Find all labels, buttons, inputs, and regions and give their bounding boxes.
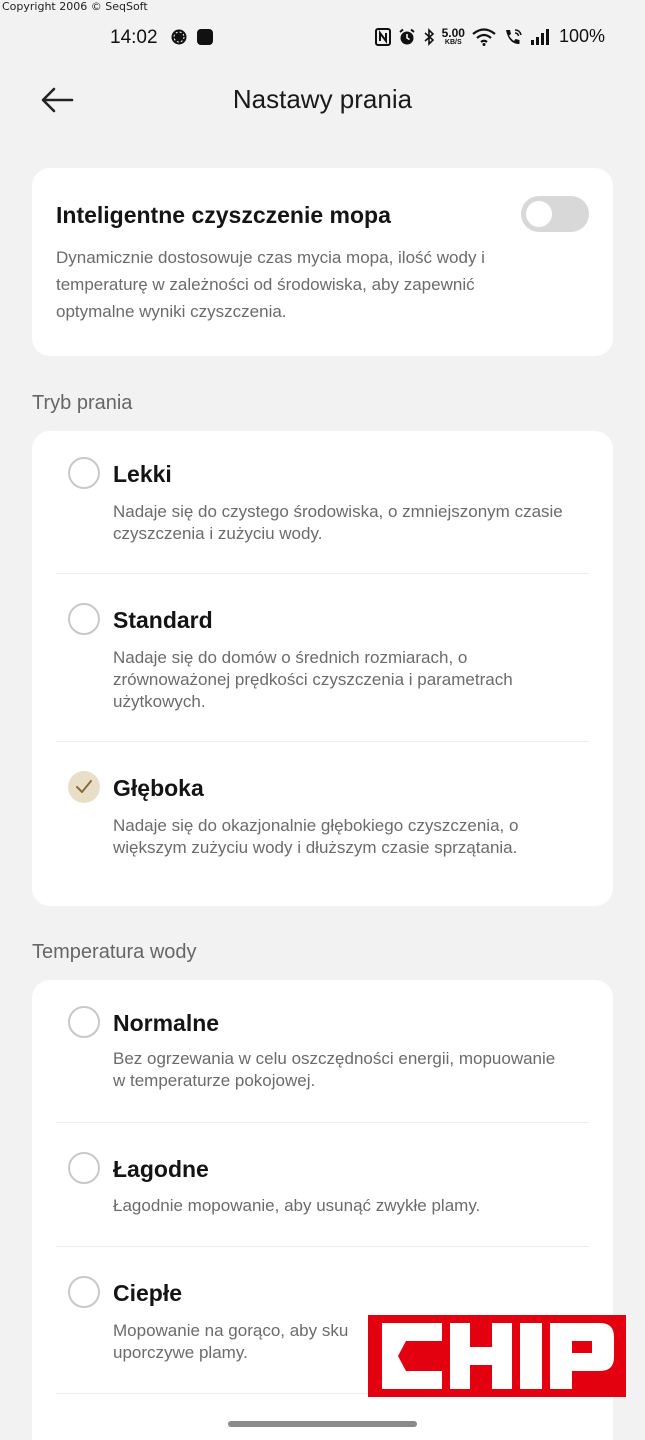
radio-button[interactable] [68, 1152, 100, 1184]
option-title: Łagodne [113, 1156, 209, 1182]
smart-clean-description: Dynamicznie dostosowuje czas mycia mopa, ilość wody i temperaturę w zależności od środowiska, aby zapewnić optymalne wyniki czyszczenia. [56, 248, 485, 321]
page-title: Nastawy prania [232, 84, 413, 114]
wash-mode-label: Tryb prania [32, 392, 133, 414]
water-temp-option-mild[interactable] [32, 1123, 613, 1246]
copyright-text: Copyright 2006 © SeqSoft [2, 0, 148, 13]
home-indicator[interactable] [228, 1421, 417, 1427]
check-icon [75, 779, 93, 795]
smart-clean-toggle[interactable] [521, 196, 589, 232]
toggle-knob [526, 201, 552, 227]
bluetooth-icon [423, 28, 435, 46]
water-temp-option-normal[interactable] [32, 980, 613, 1122]
wifi-call-icon [503, 28, 523, 46]
option-title: Normalne [113, 1010, 220, 1036]
option-title: Standard [113, 607, 213, 633]
option-title: Lekki [113, 461, 172, 487]
option-description: Łagodnie mopowanie, aby usunąć zwykłe plamy. [113, 1196, 481, 1215]
chip-logo [368, 1315, 626, 1397]
wash-mode-option-standard[interactable] [32, 574, 613, 741]
network-speed-value: 5.00 [441, 26, 465, 40]
option-description-line2: uporczywe plamy. [113, 1343, 248, 1362]
smart-clean-card [32, 168, 613, 356]
option-title: Ciepłe [113, 1280, 183, 1306]
app-header [0, 70, 645, 130]
option-description: Nadaje się do czystego środowiska, o zmniejszonym czasie czyszczenia i zużyciu wody. [113, 502, 563, 543]
radio-button-selected[interactable] [68, 771, 100, 803]
radio-button[interactable] [68, 1006, 100, 1038]
radio-button[interactable] [68, 457, 100, 489]
wash-mode-option-deep[interactable] [32, 742, 613, 906]
water-temp-label: Temperatura wody [32, 941, 197, 963]
battery-percentage: 100% [558, 26, 605, 46]
option-description-line1: Mopowanie na gorąco, aby sku [113, 1321, 349, 1340]
cell-signal-icon [530, 29, 550, 45]
option-description: Nadaje się do domów o średnich rozmiarach, o zrównoważonej prędkości czyszczenia i parametrach użytkowych. [113, 648, 513, 711]
nfc-icon [375, 28, 391, 46]
wash-mode-option-light[interactable] [32, 431, 613, 573]
radio-button[interactable] [68, 603, 100, 635]
wifi-icon [472, 28, 496, 46]
alarm-icon [398, 28, 416, 46]
option-description: Bez ogrzewania w celu oszczędności energii, mopuowanie w temperaturze pokojowej. [113, 1049, 556, 1090]
network-speed [442, 27, 465, 46]
app-square-icon [196, 28, 214, 46]
option-description: Nadaje się do okazjonalnie głębokiego czyszczenia, o większym zużyciu wody i dłuższym czasie sprzątania. [113, 816, 519, 857]
wash-mode-card [32, 431, 613, 906]
smart-clean-title: Inteligentne czyszczenie mopa [56, 202, 391, 228]
status-time: 14:02 [110, 27, 158, 48]
radio-button[interactable] [68, 1276, 100, 1308]
network-speed-unit: KB/S [444, 39, 462, 46]
signal-app-icon [170, 28, 188, 46]
option-title: Głęboka [113, 775, 204, 801]
status-bar [0, 22, 645, 52]
